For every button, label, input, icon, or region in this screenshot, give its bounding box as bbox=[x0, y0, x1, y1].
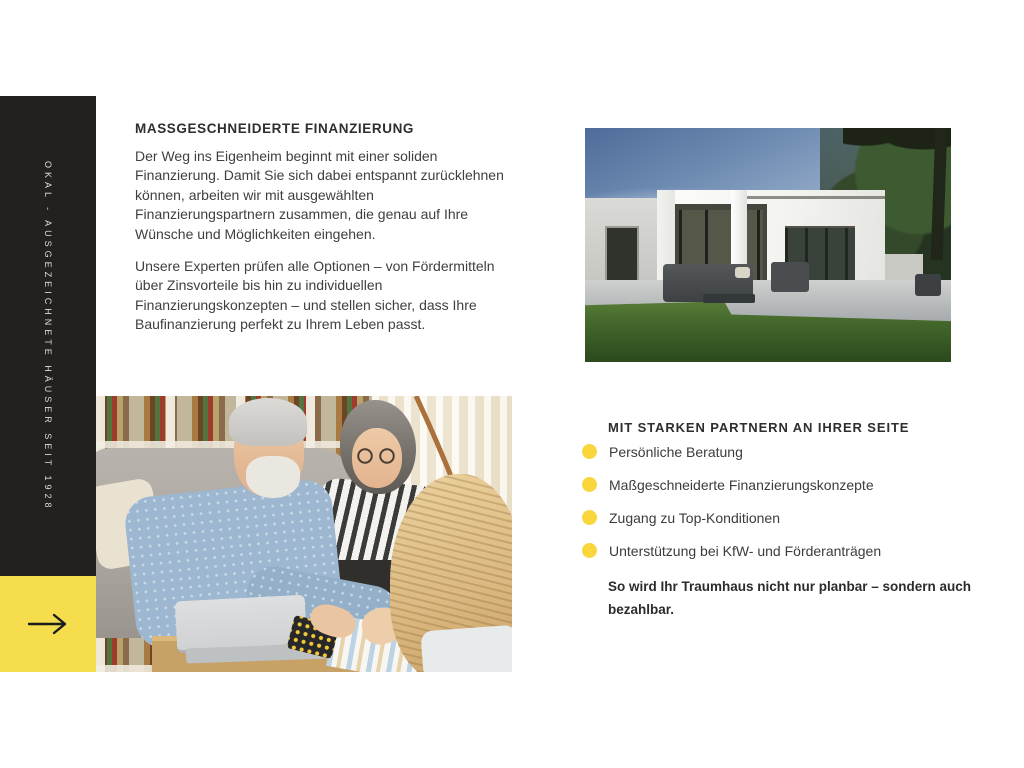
page-title: MASSGESCHNEIDERTE FINANZIERUNG bbox=[135, 121, 415, 136]
bullet-dot-icon bbox=[582, 444, 597, 459]
photo-man-beard bbox=[246, 456, 300, 498]
house-photo bbox=[585, 128, 951, 362]
list-item-label: Zugang zu Top-Konditionen bbox=[609, 509, 780, 526]
photo-outdoor-pillow bbox=[735, 267, 750, 278]
people-photo bbox=[96, 396, 512, 672]
photo-man-hair bbox=[229, 398, 307, 446]
list-item-label: Unterstützung bei KfW- und Förderanträgen bbox=[609, 542, 882, 559]
partners-list bbox=[582, 444, 881, 576]
photo-woman-glasses bbox=[354, 448, 400, 464]
photo-advisor-shirt bbox=[420, 625, 512, 672]
list-item-label: Persönliche Beratung bbox=[609, 443, 743, 460]
bullet-dot-icon bbox=[582, 510, 597, 525]
intro-paragraph-1: Der Weg ins Eigenheim beginnt mit einer soliden Finanzierung. Damit Sie sich dabei entspannt zurücklehnen können, arbeiten wir mit ausgewählten Finanzierungspartnern zusammen, die genau auf Ihre Wünsche und Möglichkeiten eingehen. bbox=[135, 148, 504, 242]
partners-closing-statement: So wird Ihr Traumhaus nicht nur planbar – sondern auch bezahlbar. bbox=[608, 579, 972, 617]
brand-vertical-text: OKAL - AUSGEZEICHNETE HÄUSER SEIT 1928 bbox=[43, 160, 53, 512]
list-item bbox=[582, 543, 881, 558]
arrow-right-icon bbox=[26, 611, 70, 637]
photo-outdoor-chair bbox=[771, 262, 809, 292]
list-item bbox=[582, 444, 881, 459]
list-item-label: Maßgeschneiderte Finanzierungskonzepte bbox=[609, 476, 874, 493]
bullet-dot-icon bbox=[582, 543, 597, 558]
list-item bbox=[582, 477, 881, 492]
list-item bbox=[582, 510, 881, 525]
next-page-arrow-tile[interactable] bbox=[0, 576, 96, 672]
photo-roof-edge bbox=[735, 196, 885, 199]
brand-strip bbox=[0, 96, 96, 576]
photo-outdoor-table bbox=[703, 294, 755, 303]
bullet-dot-icon bbox=[582, 477, 597, 492]
partners-heading: MIT STARKEN PARTNERN AN IHRER SEITE bbox=[608, 420, 910, 435]
intro-paragraph-2: Unsere Experten prüfen alle Optionen – von Fördermitteln über Zinsvorteile bis hin zu individuellen Finanzierungskonzepten – und stellen sicher, dass Ihre Baufinanzierung perfekt zu Ihrem Leben passt. bbox=[135, 258, 495, 333]
photo-outdoor-seat-right bbox=[915, 274, 941, 296]
